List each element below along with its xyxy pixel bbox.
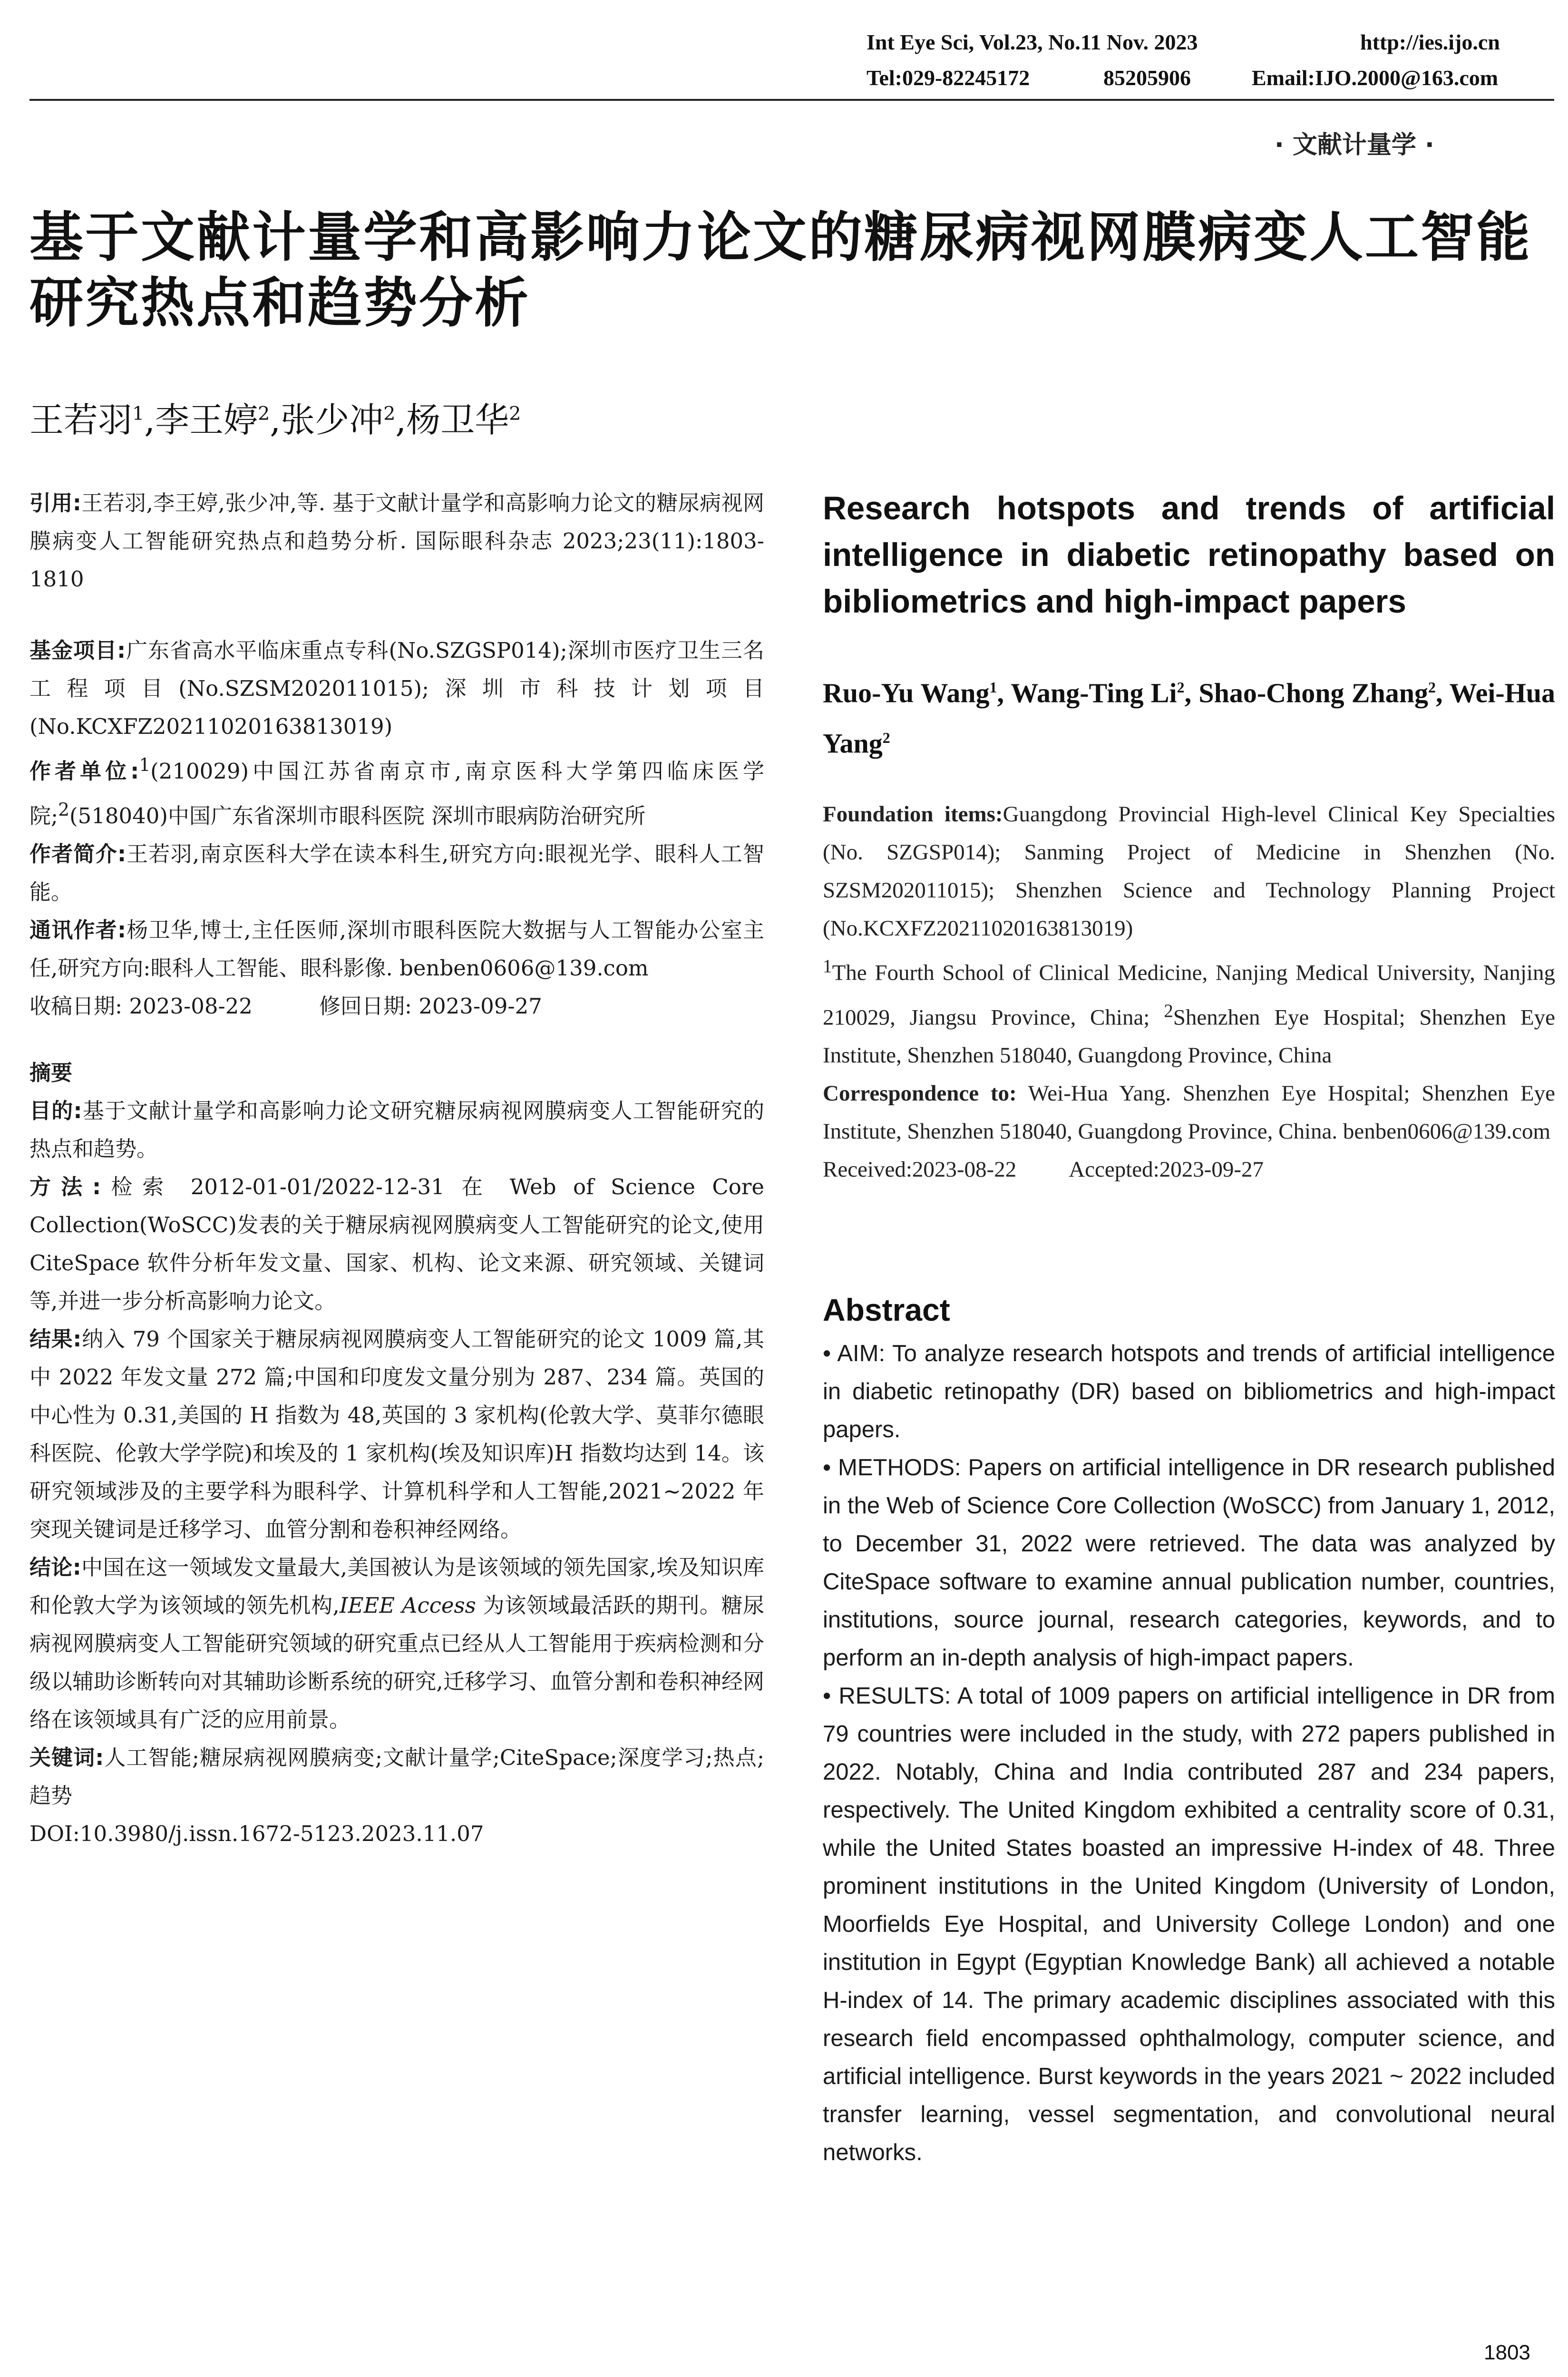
methods-cn: 方法:检索 2012-01-01/2022-12-31 在 Web of Science Core Collection(WoSCC)发表的关于糖尿病视网膜病变人工智能研究的论文,使用 CiteSpace 软件分析年发文量、国家、机构、论文来源、研究领域、关键词等,并进一步分析高影响力论文。 <box>29 1174 764 1314</box>
journal-tel: Tel:029-82245172 <box>867 66 1030 90</box>
left-column <box>29 484 764 1853</box>
author-en-3: Shao-Chong Zhang <box>1198 677 1428 709</box>
affiliation-en: $^1$The Fourth School of Clinical Medicine, Nanjing Medical University, Nanjing 210029, Jiangsu Province, China; $^2$Shenzhen Eye Hospital; Shenzhen Eye Institute, Shenzhen 518040, Guangdong Province, China <box>823 956 1555 1068</box>
journal-citation: Int Eye Sci, Vol.23, No.11 Nov. 2023 <box>867 30 1198 54</box>
results-cn: 结果:纳入 79 个国家关于糖尿病视网膜病变人工智能研究的论文 1009 篇,其中 2022 年发文量 272 篇;中国和印度发文量分别为 287、234 篇。英国的中心性为 0.31,美国的 H 指数为 48,英国的 3 家机构(伦敦大学、莫菲尔德眼科医院、伦敦大学学院)和埃及的 1 家机构(埃及知识库)H 指数均达到 14。该研究领域涉及的主要学科为眼科学、计算机科学和人工智能,2021~2022 年突现关键词是迁移学习、血管分割和卷积神经网络。 <box>29 1326 764 1542</box>
abstract-heading-cn: 摘要 <box>29 1060 73 1085</box>
header-rule <box>29 99 1554 101</box>
keywords-cn: 关键词:人工智能;糖尿病视网膜病变;文献计量学;CiteSpace;深度学习;热点;趋势 <box>29 1745 764 1808</box>
correspondence-block: 通讯作者:杨卫华,博士,主任医师,深圳市眼科医院大数据与人工智能办公室主任,研究方向:眼科人工智能、眼科影像. benben0606@139.com <box>29 917 765 981</box>
affiliation-block: 作者单位:$^1$(210029)中国江苏省南京市,南京医科大学第四临床医学院;$^2$(518040)中国广东省深圳市眼科医院 深圳市眼病防治研究所 <box>29 754 764 828</box>
author-en-2: Wang-Ting Li <box>1011 677 1177 709</box>
page-number: 1803 <box>1484 2341 1530 2364</box>
title-cn: 基于文献计量学和高影响力论文的糖尿病视网膜病变人工智能研究热点和趋势分析 <box>29 206 1532 334</box>
conclusion-cn: 结论:中国在这一领域发文量最大,美国被认为是该领域的领先国家,埃及知识库和伦敦大学为该领域的领先机构,IEEE Access 为该领域最活跃的期刊。糖尿病视网膜病变人工智能研究领域的研究重点已经从人工智能用于疾病检测和分级以辅助诊断转向对其辅助诊断系统的研究,迁移学习、血管分割和卷积神经网络在该领域具有广泛的应用前景。 <box>29 1555 764 1732</box>
abstract-body-en <box>823 1335 1555 2172</box>
authors-cn: 王若羽$^1$,李王婷$^2$,张少冲$^2$,杨卫华$^2$ <box>29 400 521 440</box>
aim-en: • AIM: To analyze research hotspots and trends of artificial intelligence in diabetic retinopathy (DR) based on bibliometrics and high-impact papers. <box>823 1341 1555 1442</box>
author-en-4: Wei-Hua Yang <box>823 677 1555 759</box>
journal-url[interactable]: http://ies.ijo.cn <box>1360 30 1500 54</box>
doi[interactable]: DOI:10.3980/j.issn.1672-5123.2023.11.07 <box>29 1821 484 1846</box>
funding-block: 基金项目:广东省高水平临床重点专科(No.SZGSP014);深圳市医疗卫生三名工程项目(No.SZSM202011015);深圳市科技计划项目(No.KCXFZ20211020163813019) <box>29 638 764 739</box>
author-intro-block: 作者简介:王若羽,南京医科大学在读本科生,研究方向:眼视光学、眼科人工智能。 <box>29 841 764 905</box>
right-frontmatter <box>823 795 1555 1188</box>
author-cn-3: 张少冲 <box>281 400 384 440</box>
author-cn-4: 杨卫华 <box>406 400 509 440</box>
abstract-heading-en: Abstract <box>823 1292 950 1327</box>
correspondence-en: Correspondence to: Wei-Hua Yang. Shenzhen Eye Hospital; Shenzhen Eye Institute, Shenzhen 518040, Guangdong Province, China. benben0606@139.com <box>823 1081 1555 1144</box>
title-en: Research hotspots and trends of artificial intelligence in diabetic retinopathy based on bibliometrics and high-impact papers <box>823 490 1555 620</box>
dates-block: 收稿日期: 2023-08-22 修回日期: 2023-09-27 <box>29 994 542 1019</box>
methods-en: • METHODS: Papers on artificial intelligence in DR research published in the Web of Science Core Collection (WoSCC) from January 1, 2012, to December 31, 2022 were retrieved. The data was analyzed by CiteSpace software to examine annual publication number, countries, institutions, source journal, research categories, keywords, and to perform an in-depth analysis of high-impact papers. <box>823 1455 1555 1671</box>
citation-block: 引用:王若羽,李王婷,张少冲,等. 基于文献计量学和高影响力论文的糖尿病视网膜病变人工智能研究热点和趋势分析. 国际眼科杂志 2023;23(11):1803-1810 <box>29 490 764 592</box>
author-en-1: Ruo-Yu Wang <box>823 677 990 709</box>
section-tag: · 文献计量学 · <box>1275 131 1434 159</box>
journal-email[interactable]: Email:IJO.2000@163.com <box>1252 66 1499 90</box>
author-cn-1: 王若羽 <box>29 400 133 440</box>
author-cn-2: 李王婷 <box>155 400 258 440</box>
journal-tel-2: 85205906 <box>1103 66 1191 90</box>
results-en: • RESULTS: A total of 1009 papers on artificial intelligence in DR from 79 countries were included in the study, with 272 papers published in 2022. Notably, China and India contributed 287 and 234 papers, respectively. The United Kingdom exhibited a centrality score of 0.31, while the United States boasted an impressive H-index of 48. Three prominent institutions in the United Kingdom (University of London, Moorfields Eye Hospital, and University College London) and one institution in Egypt (Egyptian Knowledge Bank) all achieved a notable H-index of 14. The primary academic disciplines associated with this research field encompassed ophthalmology, computer science, and artificial intelligence. Burst keywords in the years 2021 ~ 2022 included transfer learning, vessel segmentation, and convolutional neural networks. <box>823 1683 1555 2165</box>
dates-en: Received:2023-08-22 Accepted:2023-09-27 <box>823 1157 1264 1182</box>
funding-en: Foundation items:Guangdong Provincial High-level Clinical Key Specialties (No. SZGSP014); Sanming Project of Medicine in Shenzhen (No. SZSM202011015); Shenzhen Science and Technology Planning Project (No.KCXFZ20211020163813019) <box>823 802 1555 941</box>
aim-cn: 目的:基于文献计量学和高影响力论文研究糖尿病视网膜病变人工智能研究的热点和趋势。 <box>29 1098 764 1161</box>
authors-en: Ruo-Yu Wang$^1$, Wang-Ting Li$^2$, Shao-Chong Zhang$^2$, Wei-Hua Yang$^2$ <box>823 677 1555 759</box>
